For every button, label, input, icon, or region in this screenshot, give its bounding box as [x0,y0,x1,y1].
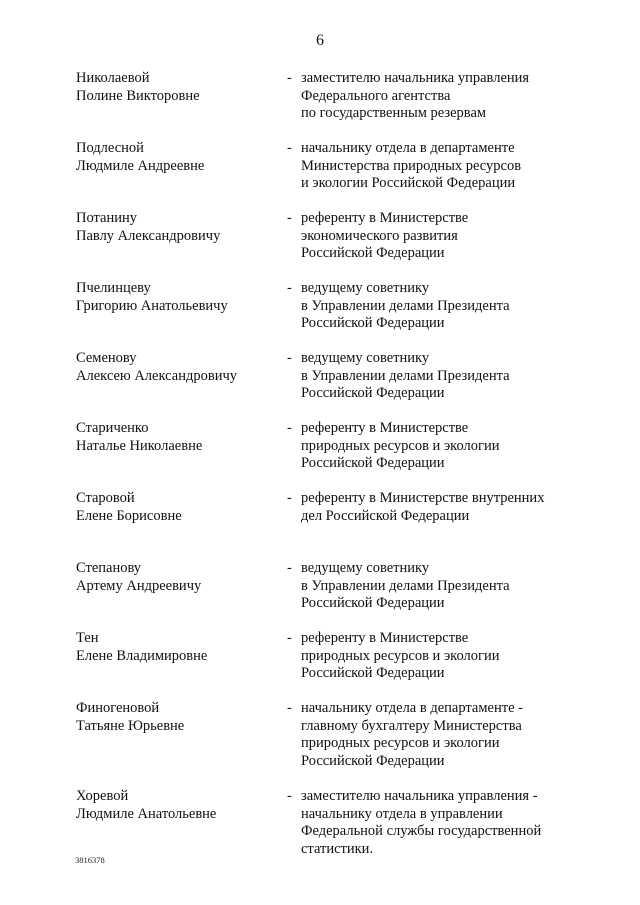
position-line: ведущему советнику [301,560,430,576]
surname: Старовой [76,490,135,506]
surname: Тен [76,630,99,646]
surname: Пчелинцеву [76,280,151,296]
position-line: Российской Федерации [301,595,445,611]
list-item [0,700,640,788]
given-names: Людмиле Анатольевне [76,805,217,822]
list-item [0,280,640,350]
position-line: статистики. [301,840,374,857]
position-line: в Управлении делами Президента [301,297,510,314]
person-name [76,140,276,175]
person-name [76,420,276,455]
given-names: Татьяне Юрьевне [76,717,185,734]
given-names: Наталье Николаевне [76,437,203,454]
document-code: 3816378 [75,855,105,865]
position-line: экономического развития [301,227,458,244]
list-item [0,490,640,560]
dash-separator: - [287,280,292,296]
position-line: природных ресурсов и экологии [301,735,500,751]
position-line: природных ресурсов и экологии [301,647,500,664]
position-line: референту в Министерстве [301,210,469,226]
position-title [301,280,581,333]
position-title [301,70,581,123]
person-name [76,350,276,385]
position-title [301,788,581,858]
dash-separator: - [287,700,292,716]
person-name [76,490,276,525]
position-line: Министерства природных ресурсов [301,157,522,174]
position-line: и экологии Российской Федерации [301,175,516,191]
position-title [301,350,581,403]
position-line: Российской Федерации [301,245,445,261]
surname: Подлесной [76,140,144,156]
position-title [301,700,581,770]
given-names: Людмиле Андреевне [76,157,205,174]
surname: Стариченко [76,420,149,436]
position-line: природных ресурсов и экологии [301,437,500,454]
position-line: начальнику отдела в департаменте - [301,700,523,716]
position-title [301,630,581,683]
list-item [0,210,640,280]
person-name [76,700,276,735]
position-line: референту в Министерстве [301,420,469,436]
surname: Степанову [76,560,142,576]
position-line: референту в Министерстве внутренних [301,490,545,506]
person-name [76,70,276,105]
dash-separator: - [287,560,292,576]
dash-separator: - [287,210,292,226]
given-names: Елене Борисовне [76,507,182,524]
position-line: в Управлении делами Президента [301,577,510,594]
dash-separator: - [287,420,292,436]
list-item [0,560,640,630]
given-names: Григорию Анатольевичу [76,297,228,314]
position-line: Российской Федерации [301,315,445,331]
given-names: Полине Викторовне [76,87,200,104]
position-line: ведущему советнику [301,280,430,296]
position-line: заместителю начальника управления [301,70,530,86]
position-line: референту в Министерстве [301,630,469,646]
position-line: ведущему советнику [301,350,430,366]
page-number: 6 [316,32,324,49]
position-line: Российской Федерации [301,665,445,681]
position-line: Российской Федерации [301,752,445,769]
position-line: в Управлении делами Президента [301,367,510,384]
position-line: главному бухгалтеру Министерства [301,717,522,734]
dash-separator: - [287,350,292,366]
given-names: Артему Андреевичу [76,577,202,594]
position-line: начальнику отдела в департаменте [301,140,515,156]
dash-separator: - [287,70,292,86]
surname: Финогеновой [76,700,160,716]
position-line: Федерального агентства [301,87,451,104]
appointment-list [0,70,640,876]
person-name [76,630,276,665]
surname: Хоревой [76,788,129,804]
surname: Семенову [76,350,137,366]
position-title [301,210,581,263]
position-title [301,490,581,525]
dash-separator: - [287,788,292,804]
surname: Потанину [76,210,138,226]
position-line: Российской Федерации [301,455,445,471]
list-item [0,630,640,700]
list-item [0,350,640,420]
person-name [76,788,276,823]
position-line: дел Российской Федерации [301,507,470,524]
person-name [76,210,276,245]
dash-separator: - [287,630,292,646]
list-item [0,420,640,490]
dash-separator: - [287,140,292,156]
given-names: Павлу Александровичу [76,227,221,244]
position-line: Российской Федерации [301,385,445,401]
list-item [0,70,640,140]
given-names: Елене Владимировне [76,647,208,664]
position-line: по государственным резервам [301,105,487,121]
surname: Николаевой [76,70,150,86]
position-line: Федеральной службы государственной [301,823,542,839]
position-line: заместителю начальника управления - [301,788,538,804]
position-line: начальнику отдела в управлении [301,805,503,822]
dash-separator: - [287,490,292,506]
person-name [76,280,276,315]
given-names: Алексею Александровичу [76,367,237,384]
position-title [301,140,581,193]
position-title [301,560,581,613]
person-name [76,560,276,595]
list-item [0,140,640,210]
position-title [301,420,581,473]
